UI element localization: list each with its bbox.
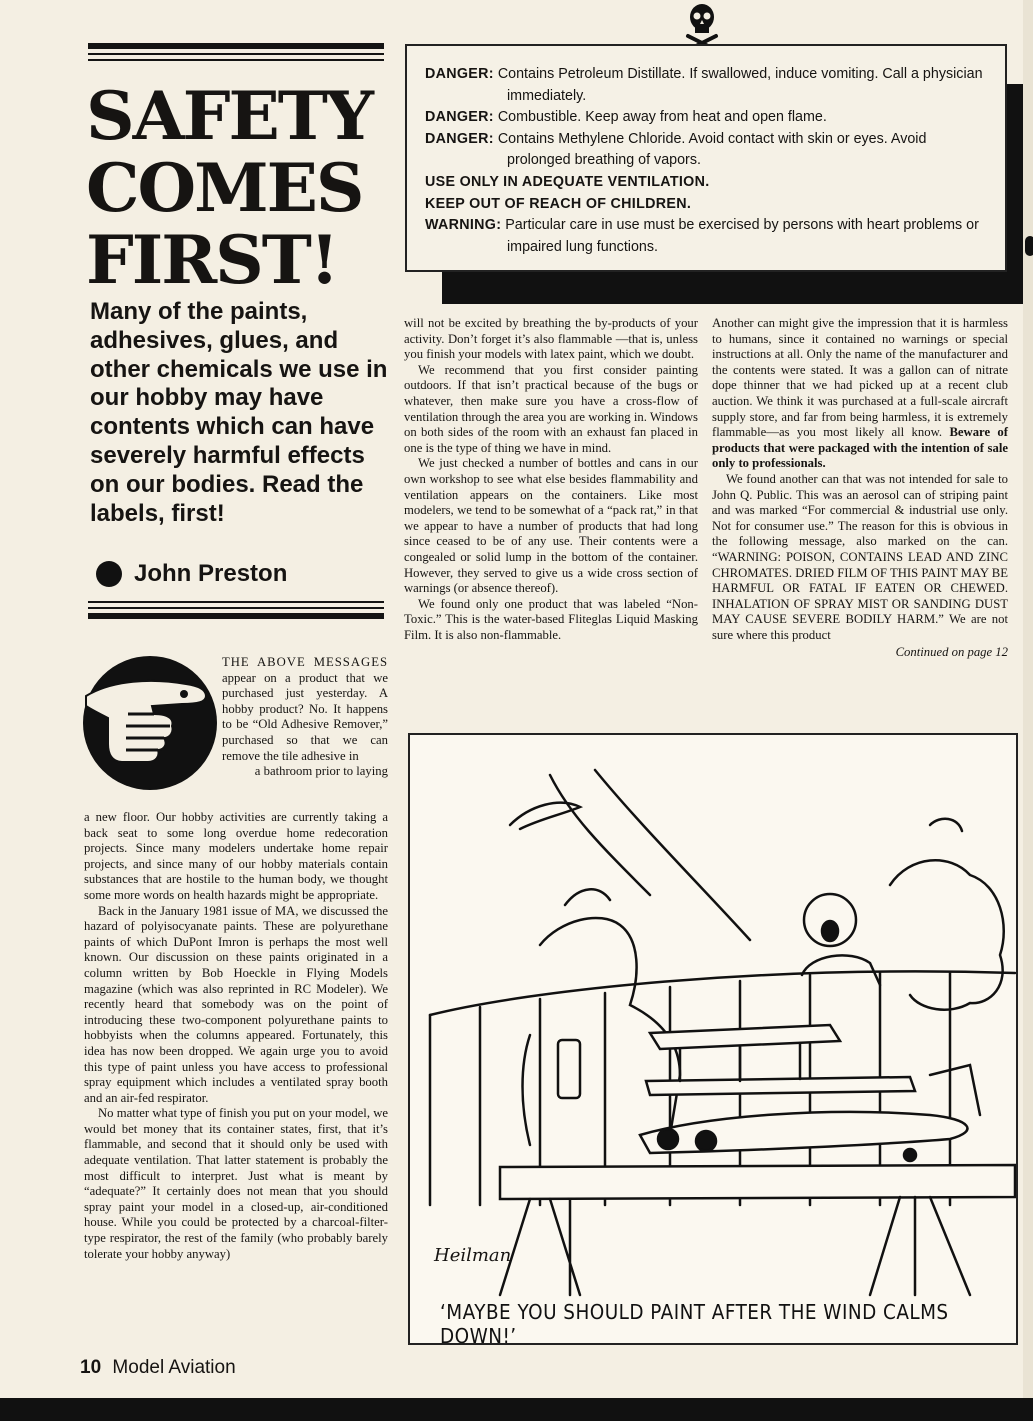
intro-text: appear on a product that we purchased just yesterday. A hobby product? No. It happens to be “Old Adhesive Remover,” purchased so that we can remove the tile adhesive in	[222, 670, 388, 763]
warning-line: DANGER: Contains Methylene Chloride. Avoid contact with skin or eyes. Avoid prolonged breathing of vapors.	[425, 130, 927, 169]
paragraph: a new floor. Our hobby activities are currently taking a back seat to some long overdue home redecoration projects. Since many modelers undertake home repair projects, and since many of our hobby materials contain substances that are hostile to the human body, we thought some more words on health hazards might be appropriate.	[84, 810, 388, 902]
paragraph: will not be excited by breathing the by-products of your activity. Don’t forget it’s also flammable —that is, unless you finish your models with latex paint, which we doubt.	[404, 316, 698, 362]
pointing-hand-icon	[82, 654, 218, 792]
page-footer	[80, 1357, 236, 1379]
warning-line: DANGER: Contains Petroleum Distillate. If swallowed, induce vomiting. Call a physician immediately.	[425, 66, 983, 104]
page-right-edge	[1023, 0, 1033, 1398]
right-column	[712, 316, 1008, 661]
paragraph: Another can might give the impression that it is harmless to humans, since it contained no warnings or special instructions at all. Only the name of the manufacturer and the contents were stated. It was a gallon can of nitrate dope thinner that we had picked up at a recent club auction. We think it was purchased at a full-scale aircraft supply store, and far from being harmless, it is extremely flammable—as you most likely all know. Beware of products that were packaged with the intention of sale only to professionals.	[712, 316, 1009, 471]
warning-line: WARNING: Particular care in use must be exercised by persons with heart problems or impaired lung functions.	[425, 217, 979, 255]
headline	[86, 77, 392, 299]
paragraph: No matter what type of finish you put on your model, we would bet money that its container states, first, that it’s flammable, and second that it should only be used with adequate ventilation. That latter statement is probably the most difficult to interpret. Just what is meant by “adequate?” It certainly does not mean that you should spray paint your model in a closed-up, air-conditioned house. While you could be protected by a charcoal-filter-type respirator, the rest of the family (who probably barely tolerate your hobby anyway)	[84, 1106, 388, 1261]
cartoon-signature: Heilman	[434, 1245, 512, 1266]
magazine-name: Model Aviation	[112, 1357, 236, 1378]
byline	[96, 560, 287, 588]
deck-text: Many of the paints, adhesives, glues, and other chemicals we use in our hobby may have contents which can have severely harmful effects on our bodies. Read the labels, first!	[90, 298, 388, 527]
paragraph: Back in the January 1981 issue of MA, we discussed the hazard of polyisocyanate paints. These are polyurethane paints of which DuPont Imron is perhaps the most well known. Our discussion on these paints originated in a column written by Bob Hoeckle in Flying Models magazine (which was also reprinted in RC Modeler). We recently heard that somebody was on the point of introducing these two-component polyurethane paints to hobbyists when the columns appeared. Fortunately, this idea has now been dropped. We again urge you to avoid this type of paint unless you have access to professional spray equipment which includes a ventilated spray booth and an air-fed respirator.	[84, 903, 388, 1105]
warning-label-box	[405, 44, 1007, 272]
paragraph: We found another can that was not intended for sale to John Q. Public. This was an aerosol can of striping paint and was marked “For commercial & industrial use only. Not for consumer use.” The reason for this is obvious in the following message, also marked on the can. “WARNING: POISON, CONTAINS LEAD AND ZINC CHROMATES. DRIED FILM OF THIS PAINT MAY BE HARMFUL OR FATAL IF EATEN OR CHEWED. INHALATION OF SPRAY MIST OR SANDING DUST MAY CAUSE SEVERE BODILY HARM.” We are not sure where this product	[712, 471, 1008, 642]
top-rules	[88, 43, 384, 65]
left-column	[84, 810, 388, 1262]
paragraph: We found only one product that was labeled “Non-Toxic.” This is the water-based Fliteglas Liquid Masking Film. It is also non-flammable.	[404, 596, 698, 642]
intro-paragraph	[222, 655, 388, 780]
continued-note: Continued on page 12	[895, 645, 1008, 660]
warning-line: KEEP OUT OF REACH OF CHILDREN.	[425, 195, 692, 212]
headline-line: FIRST!	[86, 221, 338, 299]
warning-line: DANGER: Combustible. Keep away from heat and open flame.	[425, 109, 827, 126]
intro-last-line: a bathroom prior to laying	[254, 764, 388, 779]
cartoon-illustration	[408, 733, 1018, 1345]
paragraph: We recommend that you first consider painting outdoors. If that isn’t practical because of the bugs or whatever, then make sure you have a cross-flow of ventilation through the area you are working in. Windows on both sides of the room with an exhaust fan placed in one is the type of thing we have in mind.	[404, 362, 698, 455]
edge-tab	[1025, 236, 1033, 256]
bullet-dot-icon	[96, 561, 122, 587]
headline-line: SAFETY	[86, 77, 372, 155]
warning-line: USE ONLY IN ADEQUATE VENTILATION.	[425, 173, 710, 190]
intro-lead: THE ABOVE MESSAGES	[222, 655, 388, 669]
headline-line: COMES	[86, 149, 363, 227]
cartoon-caption: ‘MAYBE YOU SHOULD PAINT AFTER THE WIND CALMS DOWN!’	[440, 1300, 949, 1348]
paragraph: We just checked a number of bottles and cans in our own workshop to see what else besides flammability and ventilation appears on the containers. Like most modelers, we tend to be somewhat of a “pack rat,” in that we appear to have a number of products that had long since ceased to be of any use. Their contents were a congealed or solid lump in the bottom of the container. However, they served to give us a wide cross section of warnings (or absence thereof).	[404, 456, 698, 596]
author-name: John Preston	[134, 560, 288, 587]
center-column	[404, 316, 698, 643]
page-bottom-edge	[0, 1398, 1033, 1421]
page-number: 10	[80, 1357, 102, 1378]
mid-rules	[88, 601, 384, 623]
